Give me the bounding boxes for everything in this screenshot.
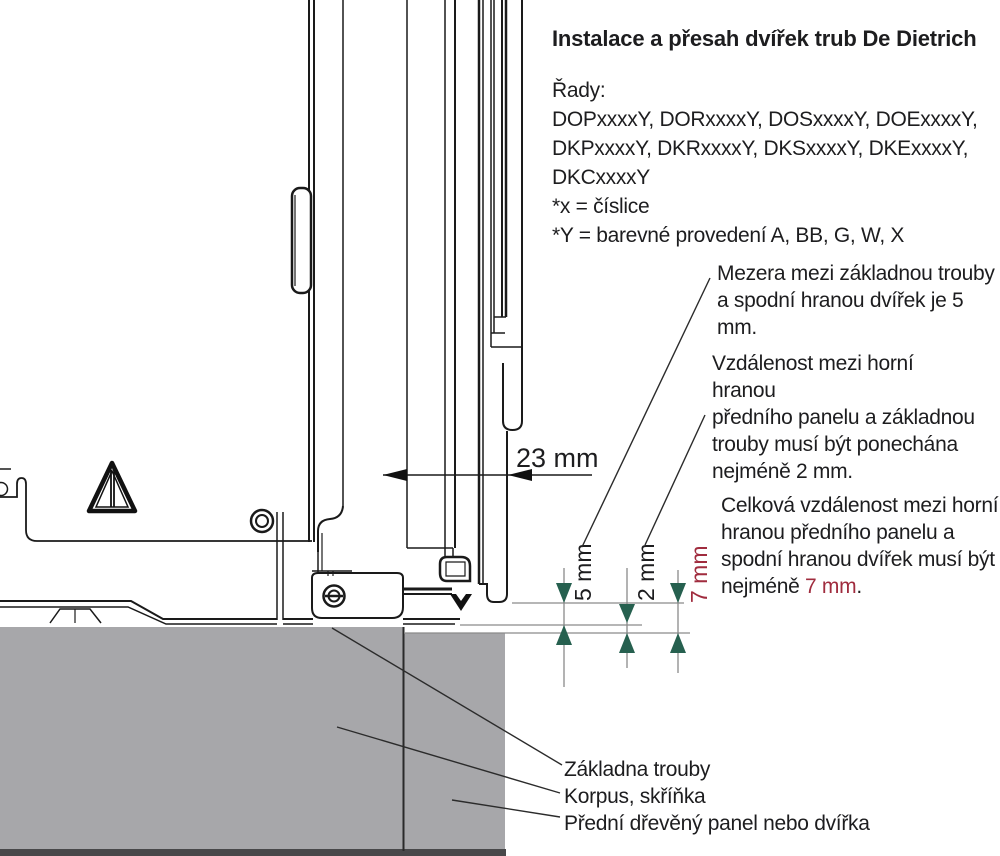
label-front-panel: Přední dřevěný panel nebo dvířka	[564, 812, 870, 835]
oven-body	[0, 469, 312, 620]
callout-text: .	[856, 575, 862, 598]
page-title: Instalace a přesah dvířek trub De Dietrich	[552, 26, 977, 51]
warning-triangle-icon	[89, 463, 135, 511]
callout-line: Mezera mezi základnou trouby	[717, 262, 995, 285]
series-heading: Řady:	[552, 79, 606, 102]
series-list	[552, 76, 992, 250]
callout-line: předního panelu a základnou	[712, 406, 975, 429]
dim-2mm-label: 2 mm	[633, 543, 659, 601]
callout-value-red: 7 mm	[805, 575, 857, 598]
dim-5mm-label: 5 mm	[570, 543, 596, 601]
door-latch-hook	[403, 548, 472, 611]
dimension-23mm	[383, 443, 599, 481]
callout-text: nejméně	[721, 575, 805, 598]
label-cabinet: Korpus, skříňka	[564, 785, 706, 808]
callout-line: a spodní hranou dvířek je 5 mm.	[717, 289, 964, 339]
screw-hinge	[324, 586, 345, 607]
callout-gap-panel	[712, 350, 982, 485]
label-oven-base: Základna trouby	[564, 758, 711, 781]
callout-line: Vzdálenost mezi horní hranou	[712, 352, 914, 402]
callout-gap-door	[717, 260, 997, 341]
series-note-y: *Y = barevné provedení A, BB, G, W, X	[552, 224, 905, 247]
callout-line: trouby musí být ponechána	[712, 433, 958, 456]
cabinet-section-fill	[0, 627, 506, 856]
screw-upper	[251, 510, 273, 532]
callout-total-gap	[721, 492, 1000, 600]
oven-base-plate	[0, 601, 460, 624]
series-line: DOPxxxxY, DORxxxxY, DOSxxxxY, DOExxxxY,	[552, 108, 978, 131]
door-hinge-cover	[292, 188, 311, 293]
dim-7mm-label: 7 mm	[686, 545, 712, 603]
dim-arrow-left	[383, 469, 407, 481]
series-line: DKCxxxxY	[552, 166, 650, 189]
callout-line: nejméně 2 mm.	[712, 460, 853, 483]
callout-line: Celková vzdálenost mezi horní	[721, 494, 999, 517]
callout-line: hranou předního panelu a	[721, 521, 955, 544]
callout-line	[721, 573, 1000, 600]
series-note-x: *x = číslice	[552, 195, 650, 218]
callout-line: spodní hranou dvířek musí být	[721, 548, 995, 571]
series-line: DKPxxxxY, DKRxxxxY, DKSxxxxY, DKExxxxY,	[552, 137, 969, 160]
dim-23mm-label: 23 mm	[516, 443, 599, 473]
